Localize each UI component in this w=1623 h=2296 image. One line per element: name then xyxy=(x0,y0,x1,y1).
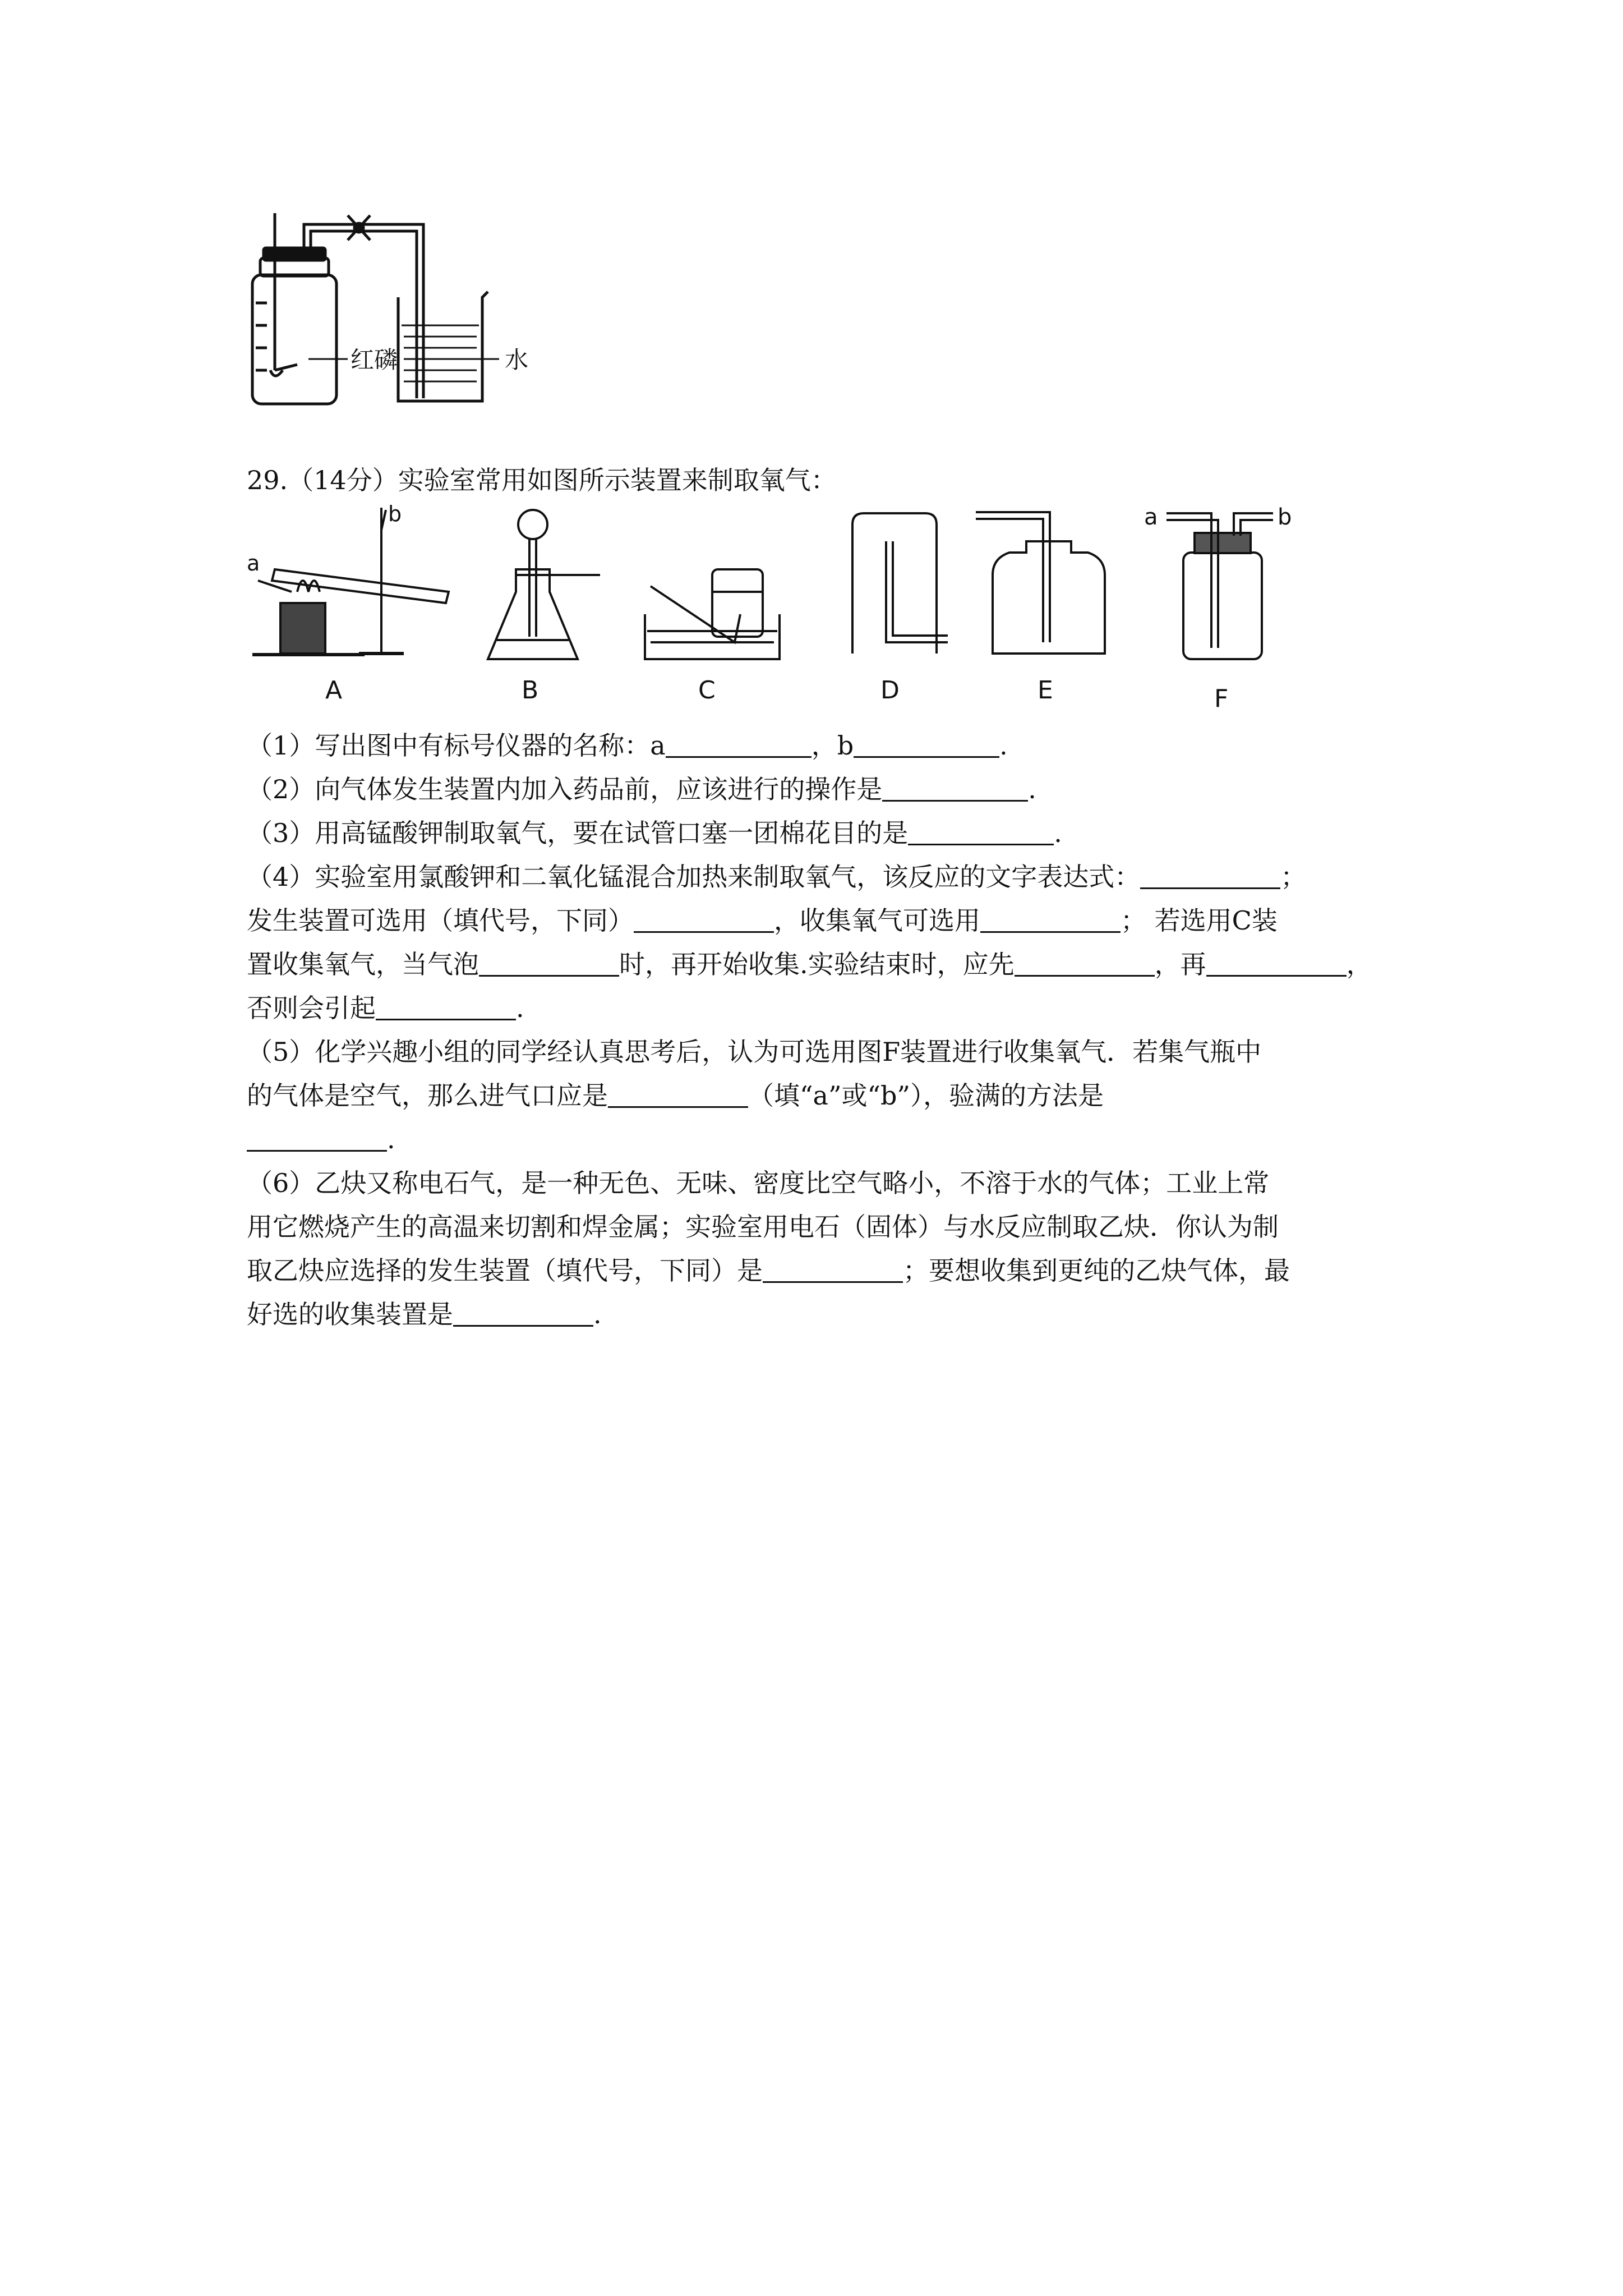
answer-blank[interactable] xyxy=(666,730,811,758)
answer-blank[interactable] xyxy=(608,1080,748,1108)
subquestion-5: （5）化学兴趣小组的同学经认真思考后，认为可选用图F装置进行收集氧气．若集气瓶中 的气体是空气，那么进气口应是 （填“a”或“b”），验满的方法是 . xyxy=(247,1037,1262,1154)
question-title: 29.（14分）实验室常用如图所示装置来制取氧气： xyxy=(247,465,837,495)
apparatus-f-label: F xyxy=(1214,684,1229,713)
answer-blank[interactable] xyxy=(453,1299,593,1327)
subquestion-2: （2）向气体发生装置内加入药品前，应该进行的操作是 . xyxy=(247,774,1036,804)
apparatus-a xyxy=(252,508,449,655)
subquestion-4: （4）实验室用氯酸钾和二氧化锰混合加热来制取氧气，该反应的文字表达式： ； 发生装置可选用（填代号，下同） ，收集氧气可选用 ； 若选用C装 置收集氧气，当气泡 时，再开始收集.实验结束时，应先 ，再 ， 否则会引起 . xyxy=(247,862,1372,1023)
answer-blank[interactable] xyxy=(634,905,774,933)
subquestion-1: （1）写出图中有标号仪器的名称：a ，b . xyxy=(247,730,1008,761)
apparatus-b xyxy=(488,510,600,659)
apparatus-a-label: A xyxy=(325,676,343,705)
answer-blank[interactable] xyxy=(908,818,1054,845)
answer-blank[interactable] xyxy=(247,1124,387,1152)
label-b-port: b xyxy=(1278,504,1292,530)
answer-blank[interactable] xyxy=(479,949,619,977)
label-a: a xyxy=(247,551,260,576)
apparatus-e xyxy=(976,512,1105,654)
apparatus-d xyxy=(852,513,948,654)
answer-blank[interactable] xyxy=(1140,862,1280,889)
label-water: 水 xyxy=(505,346,529,374)
apparatus-f xyxy=(1166,513,1273,659)
answer-blank[interactable] xyxy=(882,774,1028,802)
answer-blank[interactable] xyxy=(980,905,1121,933)
label-a-port: a xyxy=(1144,504,1158,530)
combustion-spoon xyxy=(270,213,297,376)
answer-blank[interactable] xyxy=(763,1255,903,1283)
oxygen-apparatus-figure xyxy=(241,502,1307,715)
answer-blank[interactable] xyxy=(1206,949,1347,977)
apparatus-d-label: D xyxy=(880,676,900,705)
red-phosphorus-apparatus-figure xyxy=(241,202,589,409)
beaker-water xyxy=(402,325,479,381)
clamp-icon xyxy=(348,215,370,240)
apparatus-c xyxy=(645,569,780,659)
answer-blank[interactable] xyxy=(1015,949,1155,977)
apparatus-b-label: B xyxy=(522,676,539,705)
label-b-left: b xyxy=(388,502,402,526)
label-red-phosphorus: 红磷 xyxy=(351,346,398,374)
subquestion-3: （3）用高锰酸钾制取氧气，要在试管口塞一团棉花目的是 . xyxy=(247,818,1062,848)
gas-bottle xyxy=(252,248,336,404)
apparatus-e-label: E xyxy=(1038,676,1053,705)
answer-blank[interactable] xyxy=(376,993,516,1020)
beaker xyxy=(398,292,488,401)
subquestion-6: （6）乙炔又称电石气，是一种无色、无味、密度比空气略小，不溶于水的气体；工业上常 用它燃烧产生的高温来切割和焊金属；实验室用电石（固体）与水反应制取乙炔．你认为制 取乙炔应选择的发生装置（填代号，下同）是 ；要想收集到更纯的乙炔气体，最 好选的收集装置是 . xyxy=(247,1168,1290,1329)
apparatus-c-label: C xyxy=(698,676,716,705)
answer-blank[interactable] xyxy=(854,730,999,758)
